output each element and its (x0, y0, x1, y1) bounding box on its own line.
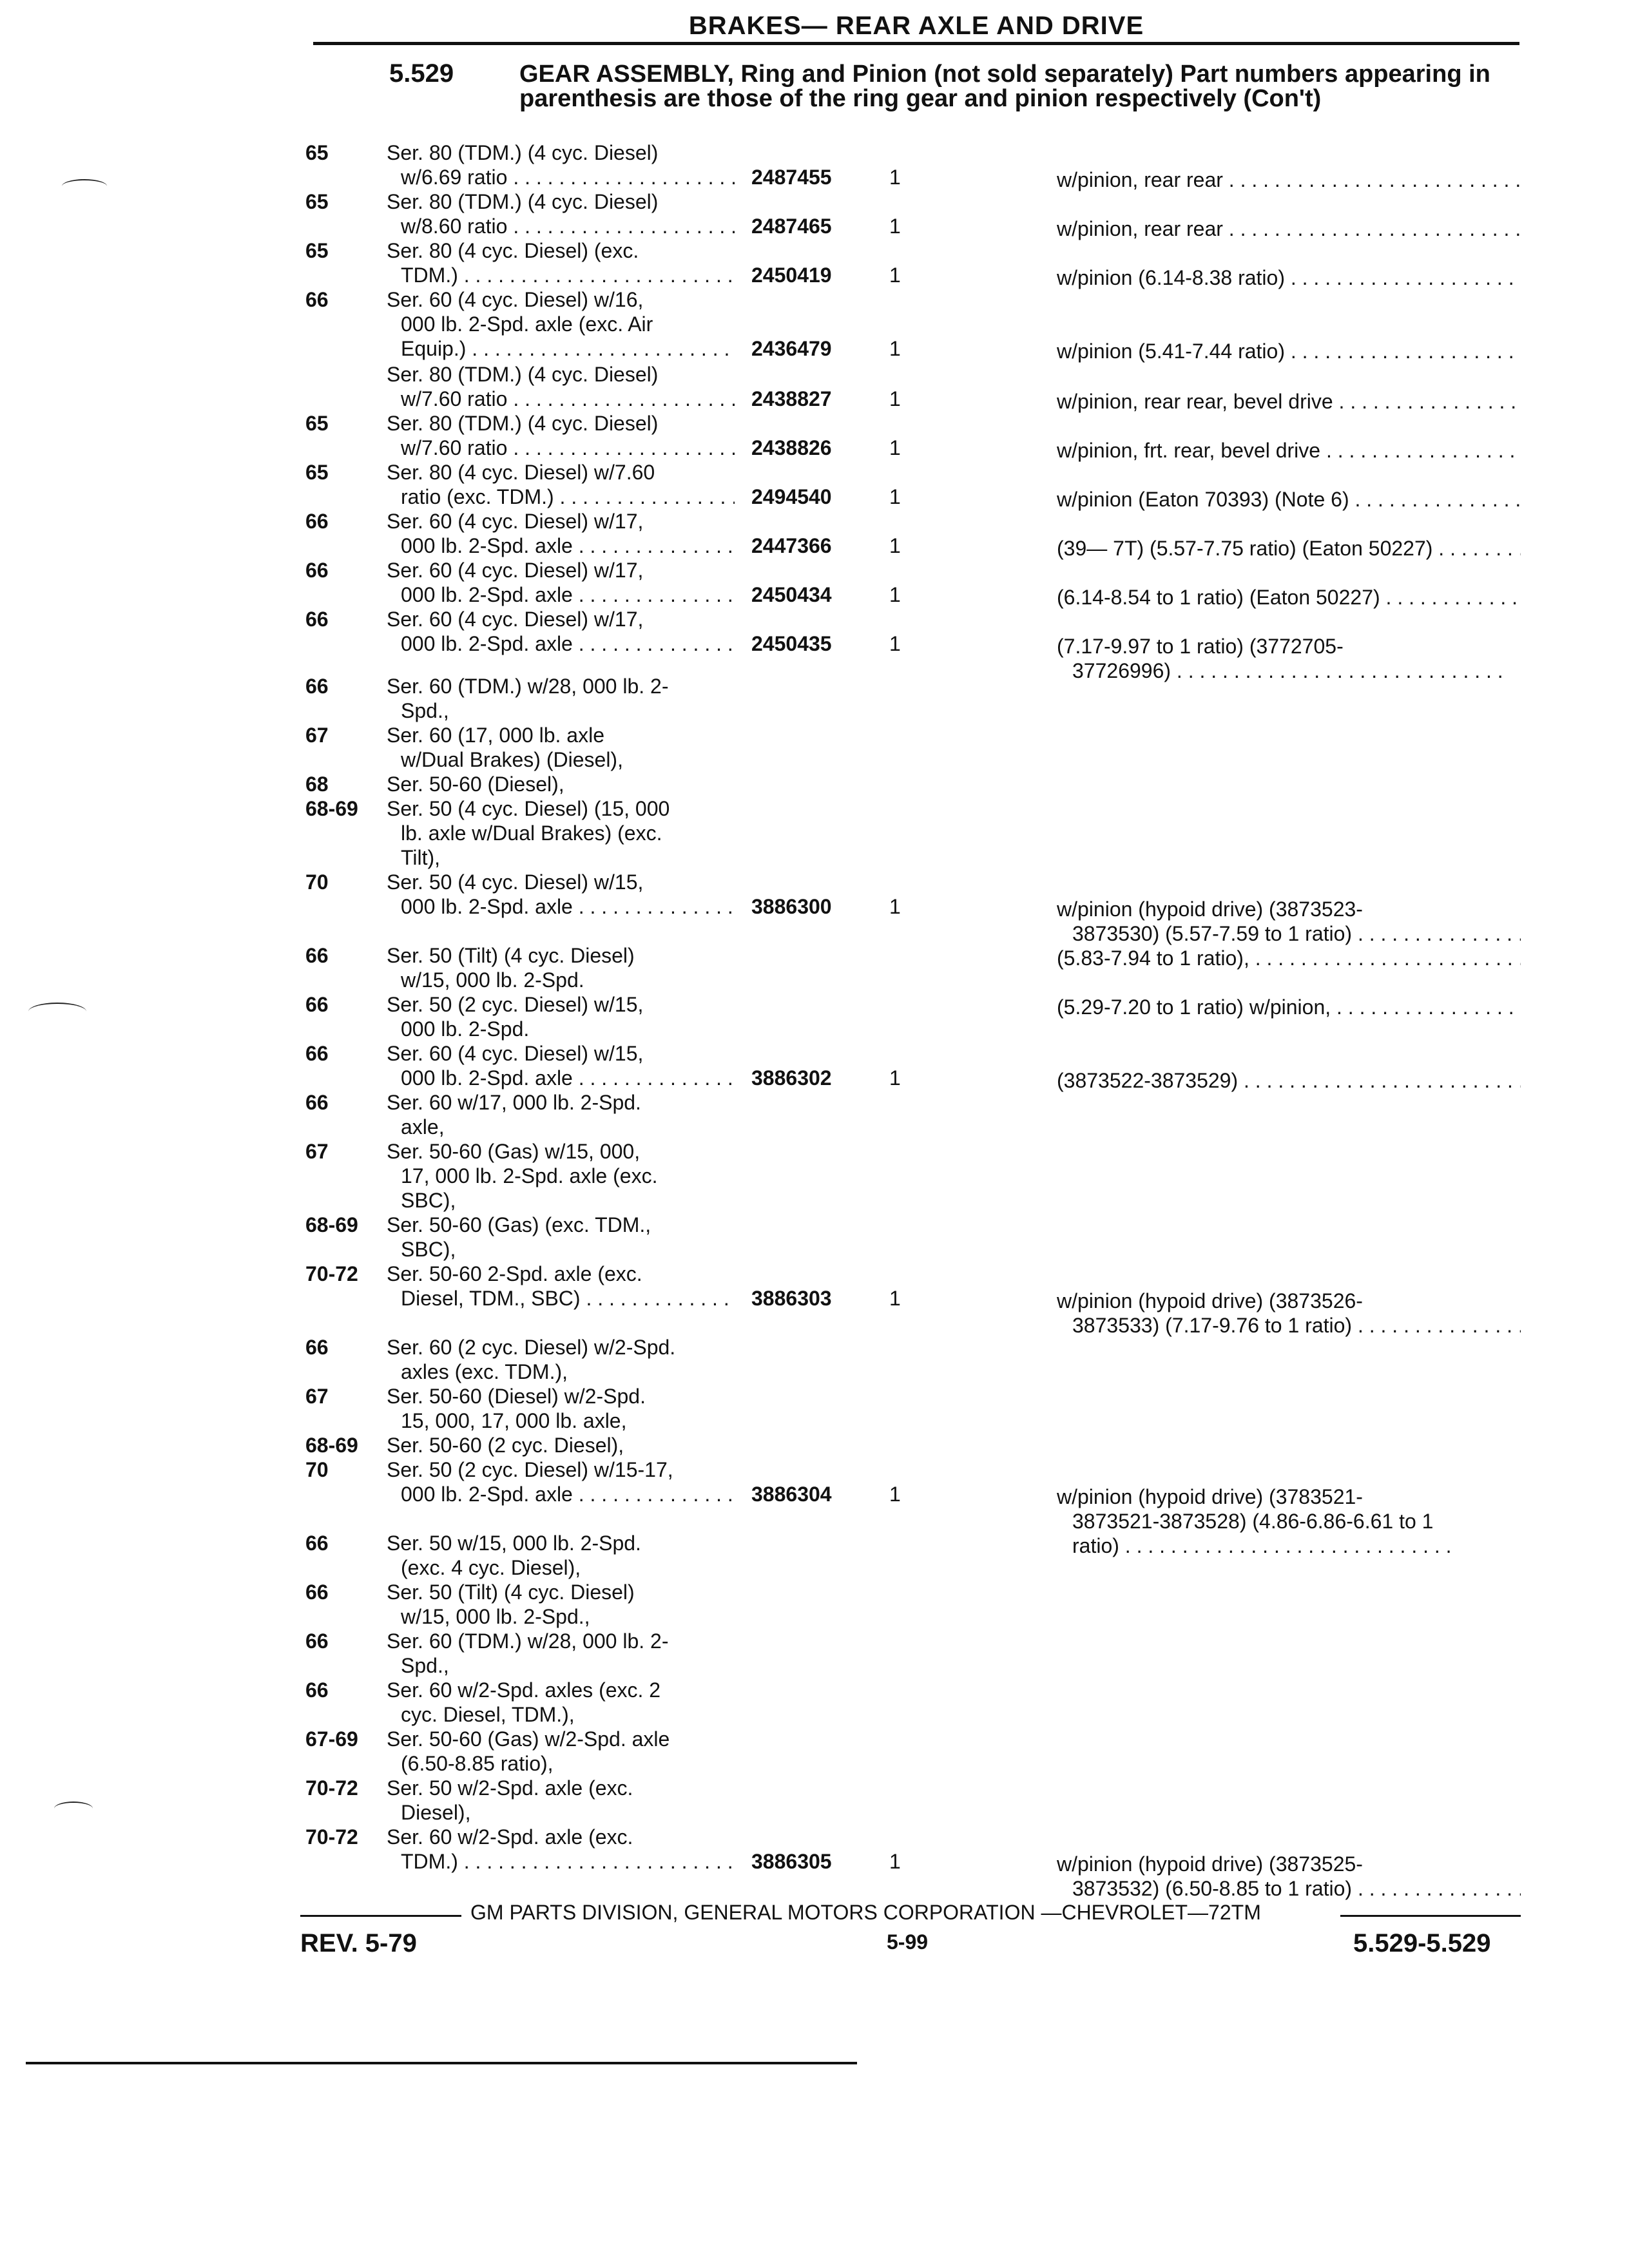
scan-mark (62, 179, 107, 193)
usage-line: w/pinion, rear rear . . . (1057, 216, 1521, 241)
description-line: Ser. 60 (4 cyc. Diesel) w/15, (387, 1042, 644, 1065)
model-year: 67 (305, 1385, 329, 1408)
description-line: Ser. 50-60 (Gas) w/15, 000, (387, 1140, 641, 1163)
application-description (387, 772, 735, 796)
usage-line: (5.29-7.20 to 1 ratio) w/pinion, . . . (1057, 995, 1521, 1019)
description-line: 000 lb. 2-Spd. axle . . . (387, 1066, 735, 1090)
description-line: Ser. 60 (4 cyc. Diesel) w/17, (387, 559, 644, 582)
application-description (387, 1457, 735, 1506)
application-description (387, 1213, 735, 1262)
description-line: 17, 000 lb. 2-Spd. axle (exc. (401, 1164, 658, 1187)
description-line: Diesel, TDM., SBC) . . . (387, 1286, 735, 1311)
application-description (387, 1776, 735, 1825)
application-description (387, 1580, 735, 1629)
usage-line: w/pinion, rear rear, bevel drive . . . (1057, 389, 1521, 414)
description-line: Ser. 60 w/2-Spd. axles (exc. 2 (387, 1678, 661, 1702)
usage-line: w/pinion (Eaton 70393) (Note 6) . . . (1057, 487, 1521, 512)
model-year: 66 (305, 559, 329, 582)
page-header: BRAKES— REAR AXLE AND DRIVE (313, 12, 1519, 45)
quantity: 1 (889, 166, 901, 189)
description-line: Spd., (401, 699, 449, 722)
model-year: 70-72 (305, 1825, 358, 1849)
usage-line: 3873521-3873528) (4.86-6.86-6.61 to 1 (1072, 1510, 1434, 1533)
usage-line: w/pinion (hypoid drive) (3873526- (1057, 1289, 1363, 1312)
quantity: 1 (889, 387, 901, 410)
description-line: w/15, 000 lb. 2-Spd. (401, 968, 584, 992)
usage-notes (1057, 389, 1521, 414)
application-description (387, 140, 735, 189)
quantity: 1 (889, 1483, 901, 1506)
description-line: ratio (exc. TDM.) . . . (387, 485, 735, 509)
description-line: Ser. 60 (4 cyc. Diesel) w/17, (387, 608, 644, 631)
description-line: 000 lb. 2-Spd. axle (exc. Air (401, 312, 653, 336)
description-line: 000 lb. 2-Spd. axle . . . (387, 631, 735, 656)
part-number: 2450419 (751, 264, 832, 287)
description-line: Diesel), (401, 1801, 471, 1824)
usage-notes (1057, 946, 1521, 970)
quantity: 1 (889, 632, 901, 655)
description-line: Ser. 50 w/2-Spd. axle (exc. (387, 1776, 633, 1800)
quantity: 1 (889, 895, 901, 918)
application-description (387, 1825, 735, 1874)
usage-line: w/pinion (6.14-8.38 ratio) . . . (1057, 265, 1521, 290)
model-year: 66 (305, 1532, 329, 1555)
description-line: Ser. 60 (4 cyc. Diesel) w/16, (387, 288, 644, 311)
usage-notes (1057, 634, 1521, 683)
application-description (387, 1262, 735, 1311)
application-description (387, 1433, 735, 1457)
usage-line: ratio) . . . (1057, 1533, 1521, 1558)
model-year: 68-69 (305, 1434, 358, 1457)
description-line: TDM.) . . . (387, 263, 735, 287)
description-line: SBC), (401, 1238, 456, 1261)
usage-notes (1057, 897, 1521, 946)
model-year: 67-69 (305, 1727, 358, 1751)
model-year: 67 (305, 724, 329, 747)
usage-line: (3873522-3873529) . . . (1057, 1068, 1521, 1093)
part-number: 2436479 (751, 337, 832, 360)
model-year: 66 (305, 510, 329, 533)
quantity: 1 (889, 215, 901, 238)
description-line: Ser. 60 (17, 000 lb. axle (387, 724, 604, 747)
usage-line: (5.83-7.94 to 1 ratio), . . . (1057, 946, 1521, 970)
part-number: 3886302 (751, 1066, 832, 1090)
model-year: 66 (305, 608, 329, 631)
description-line: Ser. 50 (Tilt) (4 cyc. Diesel) (387, 1581, 635, 1604)
application-description (387, 870, 735, 919)
description-line: Ser. 60 w/17, 000 lb. 2-Spd. (387, 1091, 641, 1114)
description-line: 000 lb. 2-Spd. axle . . . (387, 582, 735, 607)
description-line: Ser. 60 (4 cyc. Diesel) w/17, (387, 510, 644, 533)
model-year: 70 (305, 1458, 329, 1481)
model-year: 66 (305, 288, 329, 311)
description-line: Ser. 80 (TDM.) (4 cyc. Diesel) (387, 141, 659, 164)
model-year: 65 (305, 141, 329, 164)
part-number: 2487465 (751, 215, 832, 238)
model-year: 65 (305, 239, 329, 262)
description-line: axles (exc. TDM.), (401, 1360, 568, 1383)
model-year: 68-69 (305, 1213, 358, 1236)
usage-line: w/pinion (hypoid drive) (3873525- (1057, 1852, 1363, 1876)
usage-notes (1057, 438, 1521, 463)
model-year: 65 (305, 190, 329, 213)
usage-line: 3873530) (5.57-7.59 to 1 ratio) . . . (1057, 921, 1521, 946)
description-line: Ser. 60 (TDM.) w/28, 000 lb. 2- (387, 675, 669, 698)
usage-line: w/pinion (hypoid drive) (3873523- (1057, 898, 1363, 921)
description-line: 000 lb. 2-Spd. axle . . . (387, 1482, 735, 1506)
application-description (387, 992, 735, 1041)
application-description (387, 238, 735, 287)
usage-notes (1057, 1485, 1521, 1558)
usage-notes (1057, 995, 1521, 1019)
application-description (387, 558, 735, 607)
footer-rule-right (1340, 1915, 1521, 1917)
part-number: 3886303 (751, 1287, 832, 1310)
application-description (387, 1090, 735, 1139)
description-line: Ser. 50 (2 cyc. Diesel) w/15, (387, 993, 644, 1016)
application-description (387, 1678, 735, 1727)
description-line: (exc. 4 cyc. Diesel), (401, 1556, 581, 1579)
part-number: 2447366 (751, 534, 832, 557)
description-line: w/8.60 ratio . . . (387, 214, 735, 238)
quantity: 1 (889, 1066, 901, 1090)
description-line: 15, 000, 17, 000 lb. axle, (401, 1409, 627, 1432)
application-description (387, 362, 735, 411)
usage-line: w/pinion, frt. rear, bevel drive . . . (1057, 438, 1521, 463)
description-line: Ser. 60 (TDM.) w/28, 000 lb. 2- (387, 1629, 669, 1653)
quantity: 1 (889, 1850, 901, 1873)
description-line: 000 lb. 2-Spd. axle . . . (387, 533, 735, 558)
usage-notes (1057, 1068, 1521, 1093)
application-description (387, 1384, 735, 1433)
usage-notes (1057, 536, 1521, 561)
description-line: cyc. Diesel, TDM.), (401, 1703, 575, 1726)
usage-line: w/pinion (5.41-7.44 ratio) . . . (1057, 339, 1521, 363)
usage-line: (39— 7T) (5.57-7.75 ratio) (Eaton 50227) . . . (1057, 536, 1521, 561)
application-description (387, 674, 735, 723)
description-line: Ser. 50 w/15, 000 lb. 2-Spd. (387, 1532, 641, 1555)
model-year: 67 (305, 1140, 329, 1163)
model-year: 66 (305, 1678, 329, 1702)
application-description (387, 509, 735, 558)
usage-notes (1057, 1289, 1521, 1338)
description-line: Tilt), (401, 846, 441, 869)
usage-notes (1057, 216, 1521, 241)
description-line: Ser. 50 (4 cyc. Diesel) w/15, (387, 870, 644, 894)
application-description (387, 943, 735, 992)
usage-notes (1057, 339, 1521, 363)
part-number: 2487455 (751, 166, 832, 189)
description-line: Ser. 80 (TDM.) (4 cyc. Diesel) (387, 412, 659, 435)
model-year: 68 (305, 773, 329, 796)
quantity: 1 (889, 337, 901, 360)
model-year: 70-72 (305, 1262, 358, 1285)
usage-notes (1057, 168, 1521, 192)
description-line: Ser. 50-60 (Diesel) w/2-Spd. (387, 1385, 646, 1408)
part-number: 2450434 (751, 583, 832, 606)
part-number: 2438827 (751, 387, 832, 410)
usage-line: (7.17-9.97 to 1 ratio) (3772705- (1057, 635, 1344, 658)
usage-line: 3873533) (7.17-9.76 to 1 ratio) . . . (1057, 1313, 1521, 1338)
description-line: Ser. 50-60 (Gas) w/2-Spd. axle (387, 1727, 670, 1751)
description-line: lb. axle w/Dual Brakes) (exc. (401, 822, 662, 845)
usage-notes (1057, 1852, 1521, 1901)
description-line: Ser. 50-60 (2 cyc. Diesel), (387, 1434, 624, 1457)
description-line: Ser. 60 (2 cyc. Diesel) w/2-Spd. (387, 1336, 676, 1359)
description-line: Ser. 60 w/2-Spd. axle (exc. (387, 1825, 633, 1849)
application-description (387, 607, 735, 656)
quantity: 1 (889, 1287, 901, 1310)
usage-line: w/pinion (hypoid drive) (3783521- (1057, 1485, 1363, 1508)
part-number: 2494540 (751, 485, 832, 508)
description-line: Ser. 80 (4 cyc. Diesel) (exc. (387, 239, 639, 262)
quantity: 1 (889, 264, 901, 287)
description-line: TDM.) . . . (387, 1849, 735, 1874)
bottom-scan-line (26, 2062, 857, 2064)
quantity: 1 (889, 485, 901, 508)
description-line: Ser. 80 (TDM.) (4 cyc. Diesel) (387, 363, 659, 386)
description-line: w/Dual Brakes) (Diesel), (401, 748, 623, 771)
description-line: Ser. 50 (2 cyc. Diesel) w/15-17, (387, 1458, 673, 1481)
usage-line: 3873532) (6.50-8.85 to 1 ratio) . . . (1057, 1876, 1521, 1901)
scan-mark (54, 1802, 93, 1816)
description-line: (6.50-8.85 ratio), (401, 1752, 554, 1775)
scan-mark (28, 1003, 86, 1021)
application-description (387, 723, 735, 772)
usage-line: 37726996) . . . (1057, 658, 1521, 683)
usage-line: w/pinion, rear rear . . . (1057, 168, 1521, 192)
part-number: 2438826 (751, 436, 832, 459)
application-description (387, 1531, 735, 1580)
quantity: 1 (889, 583, 901, 606)
page-number: 5-99 (887, 1930, 929, 1954)
application-description (387, 1335, 735, 1384)
model-year: 65 (305, 461, 329, 484)
usage-line: (6.14-8.54 to 1 ratio) (Eaton 50227) . . . (1057, 585, 1521, 610)
part-number: 2450435 (751, 632, 832, 655)
section-title: GEAR ASSEMBLY, Ring and Pinion (not sold separately) Part numbers appearing in parenthesis are those of the ring gear and pinion respectively (Con't) (519, 61, 1490, 112)
model-year: 66 (305, 1042, 329, 1065)
description-line: SBC), (401, 1189, 456, 1212)
description-line: Equip.) . . . (387, 336, 735, 361)
description-line: axle, (401, 1115, 445, 1139)
model-year: 70-72 (305, 1776, 358, 1800)
part-number: 3886305 (751, 1850, 832, 1873)
description-line: 000 lb. 2-Spd. (401, 1017, 530, 1041)
description-line: 000 lb. 2-Spd. axle . . . (387, 894, 735, 919)
model-year: 66 (305, 675, 329, 698)
description-line: Ser. 50 (Tilt) (4 cyc. Diesel) (387, 944, 635, 967)
usage-notes (1057, 265, 1521, 290)
footer-division: GM PARTS DIVISION, GENERAL MOTORS CORPORATION —CHEVROLET—72TM (470, 1901, 1261, 1924)
quantity: 1 (889, 534, 901, 557)
part-number: 3886300 (751, 895, 832, 918)
application-description (387, 1041, 735, 1090)
description-line: Ser. 50 (4 cyc. Diesel) (15, 000 (387, 797, 670, 820)
model-year: 68-69 (305, 797, 358, 820)
revision-label: REV. 5-79 (300, 1929, 417, 1957)
quantity: 1 (889, 436, 901, 459)
description-line: Ser. 80 (4 cyc. Diesel) w/7.60 (387, 461, 655, 484)
model-year: 66 (305, 1091, 329, 1114)
part-number: 3886304 (751, 1483, 832, 1506)
description-line: Ser. 80 (TDM.) (4 cyc. Diesel) (387, 190, 659, 213)
model-year: 66 (305, 993, 329, 1016)
application-description (387, 1727, 735, 1776)
model-year: 66 (305, 1581, 329, 1604)
application-description (387, 411, 735, 460)
description-line: w/15, 000 lb. 2-Spd., (401, 1605, 590, 1628)
footer-rule-left (300, 1915, 461, 1917)
usage-notes (1057, 585, 1521, 610)
model-year: 66 (305, 1336, 329, 1359)
description-line: w/7.60 ratio . . . (387, 436, 735, 460)
application-description (387, 1139, 735, 1213)
section-number: 5.529 (389, 59, 454, 88)
description-line: Ser. 50-60 2-Spd. axle (exc. (387, 1262, 642, 1285)
description-line: Ser. 50-60 (Diesel), (387, 773, 564, 796)
usage-notes (1057, 487, 1521, 512)
application-description (387, 189, 735, 238)
description-line: w/6.69 ratio . . . (387, 165, 735, 189)
section-range: 5.529-5.529 (1353, 1929, 1491, 1957)
application-description (387, 1629, 735, 1678)
description-line: Ser. 50-60 (Gas) (exc. TDM., (387, 1213, 651, 1236)
model-year: 70 (305, 870, 329, 894)
application-description (387, 460, 735, 509)
application-description (387, 796, 735, 870)
model-year: 66 (305, 944, 329, 967)
description-line: w/7.60 ratio . . . (387, 387, 735, 411)
application-description (387, 287, 735, 361)
model-year: 65 (305, 412, 329, 435)
description-line: Spd., (401, 1654, 449, 1677)
model-year: 66 (305, 1629, 329, 1653)
